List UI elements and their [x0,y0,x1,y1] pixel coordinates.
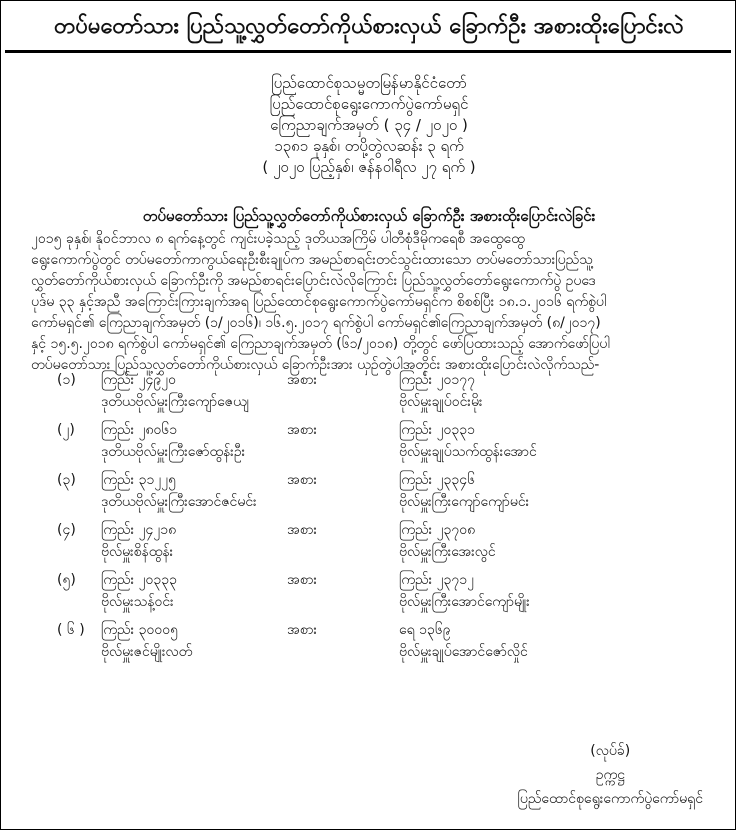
body-line: နှင့် ၁၅.၅.၂၀၁၈ ရက်စွဲပါ ကော်မရှင်၏ ကြေညာချက်အမှတ် (၆၁/၂၀၁၈) တို့တွင် ဖော်ပြထားသည့် အောက်ဖော်ပြပါ [31,336,610,352]
incoming-id: ကြည်း ၂၃၇၀၈ [399,522,476,538]
header-block [1,73,736,178]
outgoing-id: ကြည်း ၃၁၂၂၅ [101,472,176,488]
transfer-row [57,469,707,519]
country-name: ပြည်ထောင်စုသမ္မတမြန်မာနိုင်ငံတော် [271,74,467,92]
outgoing-name: ဒုတိယဗိုလ်မှူးကြီးကျော်ဇေယျ [101,394,249,410]
title-divider [5,50,731,53]
transfer-list [57,369,707,669]
body-line: ၂၀၁၅ ခုနှစ်၊ နိုဝင်ဘာလ ၈ ရက်နေ့တွင် ကျင်းပခဲ့သည့် ဒုတိယအကြိမ် ပါတီစုံဒီမိုကရေစီ အထွေထွေ [31,231,525,247]
row-number: (၄) [57,522,76,538]
incoming-name: ဗိုလ်မှူးကြီးကျော်ကျော်မင်း [399,494,530,510]
myanmar-date: ၁၃၈၁ ခုနှစ်၊ တပို့တွဲလဆန်း ၃ ရက် [274,137,464,155]
signature-block [518,739,703,811]
incoming-name: ဗိုလ်မှူးကြီးအေးလွင် [399,544,496,560]
outgoing-id: ကြည်း ၂၄၂၁၈ [101,522,177,538]
incoming-name: ဗိုလ်မှူးချုပ်ဝင်းမိုး [399,394,483,410]
incoming-id: ကြည်း ၂၀၃၃၁ [399,422,475,438]
body-line: လွှတ်တော်ကိုယ်စားလှယ် ခြောက်ဦးကို အမည်စာရင်းပြောင်းလဲလိုကြောင်း ပြည်သူ့လွှတ်တော်ရွေးကောက်ပွဲ ဥပဒေ [31,273,596,289]
outgoing-name: ဒုတိယဗိုလ်မှူးကြီးအောင်ဇင်မင်း [101,494,257,510]
transfer-row [57,369,707,419]
transfer-row [57,569,707,619]
incoming-id: ရေ ၁၃၆၉ [399,622,451,638]
replacement-label: အစား [287,622,318,638]
transfer-row [57,419,707,469]
outgoing-id: ကြည်း ၃၀၀၀၅ [101,622,178,638]
replacement-label: အစား [287,472,318,488]
body-line: ပုဒ်မ ၃၃ နှင့်အညီ အကြောင်းကြားချက်အရ ပြည်ထောင်စုရွေးကောက်ပွဲကော်မရှင်က စိစစ်ပြီး ၁၈.၁.၂၀၁၆ ရက်စွဲပါ [31,294,607,310]
gregorian-date: ( ၂၀၂၀ ပြည့်နှစ်၊ ဇန်နဝါရီလ ၂၇ ရက် ) [262,158,476,176]
body-paragraph [31,229,711,376]
replacement-label: အစား [287,372,318,388]
incoming-id: ကြည်း ၂၃၃၄၆ [399,472,475,488]
announcement-number: ကြေညာချက်အမှတ် ( ၃၄ / ၂၀၂၀ ) [270,116,468,134]
outgoing-id: ကြည်း ၂၀၃၃၃ [101,572,177,588]
transfer-row [57,519,707,569]
signed-note: (လုပ်ခ်) [590,743,631,759]
row-number: (၂) [57,422,75,438]
row-number: (၃) [57,472,76,488]
document-title: တပ်မတော်သား ပြည်သူ့လွှတ်တော်ကိုယ်စားလှယ် ခြောက်ဦး အစားထိုးပြောင်းလဲခြင်း [142,207,596,225]
outgoing-name: ဒုတိယဗိုလ်မှူးကြီးဇော်ထွန်းဦး [101,444,246,460]
signing-organization: ပြည်ထောင်စုရွေးကောက်ပွဲကော်မရှင် [517,791,703,807]
transfer-row [57,619,707,669]
row-number: ( ၆ ) [57,622,85,638]
body-line: ကော်မရှင်၏ ကြေညာချက်အမှတ် (၁/၂၀၁၆)၊ ၁၆.၅.၂၀၁၇ ရက်စွဲပါ ကော်မရှင်၏ကြေညာချက်အမှတ် (၈/၂၀၁၇) [31,315,601,331]
incoming-name: ဗိုလ်မှူးကြီးအောင်ကျော်မျိုး [399,594,530,610]
chairman-title: ဥက္ကဋ္ဌ [595,767,625,783]
commission-name: ပြည်ထောင်စုရွေးကောက်ပွဲကော်မရှင် [269,95,469,113]
incoming-name: ဗိုလ်မှူးချုပ်အောင်ဇော်လှိုင် [399,644,528,660]
row-number: (၅) [57,572,76,588]
outgoing-name: ဗိုလ်မှူးစိန်ထွန်း [101,544,174,560]
page-title: တပ်မတော်သား ပြည်သူ့လွှတ်တော်ကိုယ်စားလှယ် ခြောက်ဦး အစားထိုးပြောင်းလဲ [54,14,684,39]
outgoing-name: ဗိုလ်မှူးဇင်မျိုးလတ် [101,644,193,660]
body-line: ရွေးကောက်ပွဲတွင် တပ်မတော်ကာကွယ်ရေးဦးစီးချုပ်က အမည်စာရင်းတင်သွင်းထားသော တပ်မတော်သားပြည်သူ့ [31,252,593,268]
outgoing-id: ကြည်း ၂၈၀၆၁ [101,422,178,438]
incoming-name: ဗိုလ်မှူးချုပ်သက်ထွန်းအောင် [399,444,537,460]
body-line: တပ်မတော်သား ပြည်သူ့လွှတ်တော်ကိုယ်စားလှယ် ခြောက်ဦးအား ယှဉ်တွဲပါအတိုင်း အစားထိုးပြောင်းလဲလိုက်သည်- [31,357,600,373]
replacement-label: အစား [287,572,318,588]
incoming-id: ကြည်း ၂၃၇၁၂ [399,572,474,588]
row-number: (၁) [57,372,76,388]
incoming-id: ကြည်း ၂၀၁၇၇ [399,372,475,388]
replacement-label: အစား [287,422,318,438]
outgoing-id: ကြည်း ၂၄၉၂၀ [101,372,176,388]
replacement-label: အစား [287,522,318,538]
outgoing-name: ဗိုလ်မှူးသန့်ဝင်း [101,594,174,610]
